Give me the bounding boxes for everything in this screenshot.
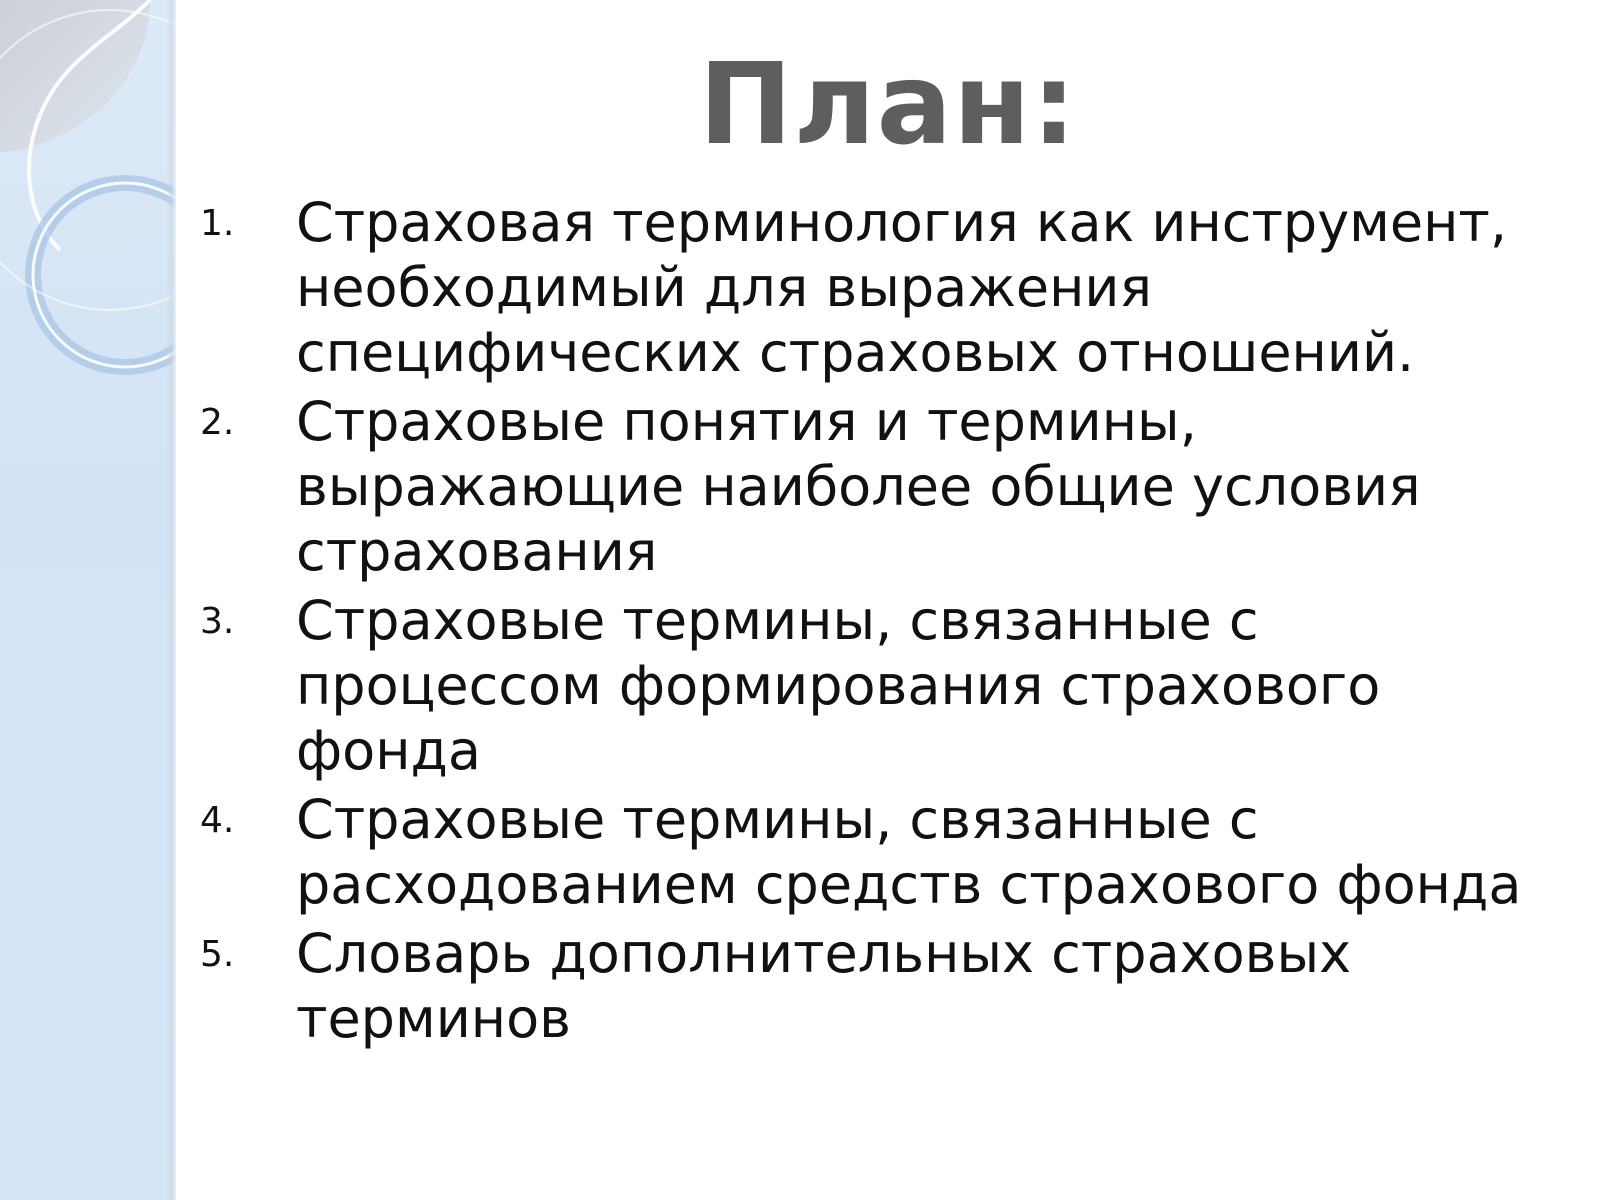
list-item-text: Страховые термины, связанные с расходованием средств страхового фонда xyxy=(296,788,1522,916)
list-item-number: 4. xyxy=(200,800,235,841)
list-item-number: 1. xyxy=(200,203,235,244)
list-item xyxy=(200,389,1580,584)
slide-title: План: xyxy=(698,40,1078,170)
list-item-text: Словарь дополнительных страховых терминов xyxy=(296,922,1352,1050)
list-item xyxy=(200,787,1580,917)
list-item xyxy=(200,588,1580,783)
list-item-number: 5. xyxy=(200,934,235,975)
decorative-rings-graphic xyxy=(0,0,176,1200)
list-item-text: Страховая терминология как инструмент, необходимый для выражения специфических страховых отношений. xyxy=(296,191,1508,384)
side-panel-edge xyxy=(166,0,176,1200)
list-item-number: 3. xyxy=(200,601,235,642)
list-item-text: Страховые понятия и термины, выражающие наиболее общие условия страхования xyxy=(296,390,1421,583)
list-item xyxy=(200,190,1580,385)
list-item xyxy=(200,921,1580,1051)
list-item-text: Страховые термины, связанные с процессом формирования страхового фонда xyxy=(296,589,1381,782)
list-item-number: 2. xyxy=(200,402,235,443)
plan-list xyxy=(200,190,1580,1055)
decorative-side-panel xyxy=(0,0,176,1200)
